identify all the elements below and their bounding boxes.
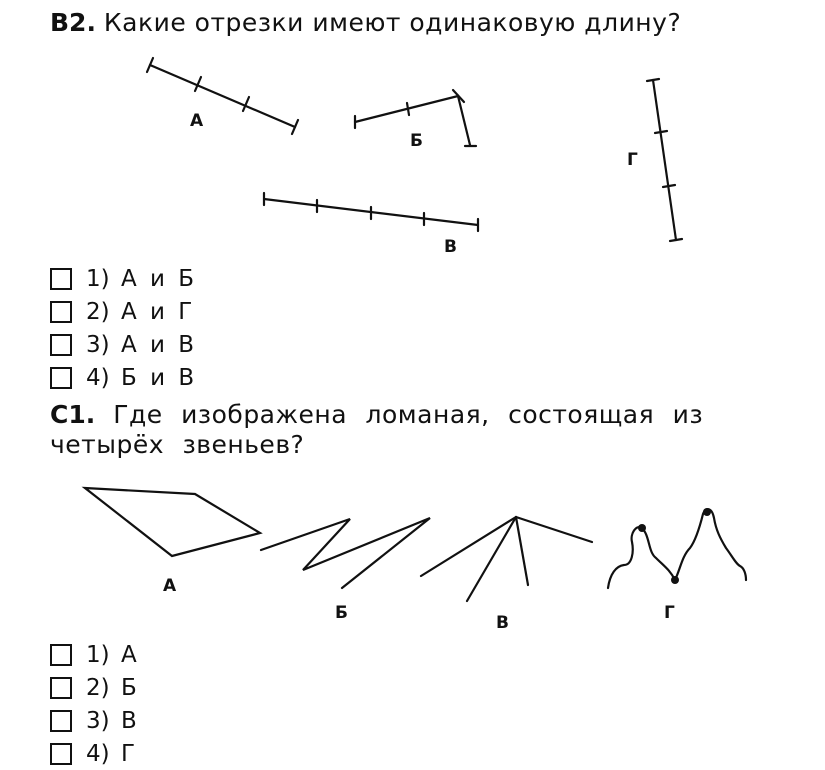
- option-number: 3): [86, 331, 110, 358]
- answer-checkbox[interactable]: [50, 677, 72, 699]
- polyline-v-label: В: [496, 613, 509, 633]
- option-number: 2): [86, 298, 110, 325]
- question-2-option: [50, 638, 137, 671]
- question-2-option: [50, 671, 137, 704]
- option-text: А и Г: [121, 298, 193, 325]
- option-text: А и В: [121, 331, 195, 358]
- question-2-option: [50, 737, 137, 770]
- option-text: Б: [121, 674, 137, 701]
- polyline-b-label: Б: [335, 603, 348, 623]
- segment-a-label: А: [190, 111, 204, 131]
- curve-g-point: [703, 508, 711, 516]
- question-2-option: [50, 704, 137, 737]
- option-text: Б и В: [121, 364, 195, 391]
- segment-g-label: Г: [627, 150, 638, 170]
- curve-g-point: [671, 576, 679, 584]
- polyline-v: [421, 517, 592, 601]
- option-text: В: [121, 707, 137, 734]
- polyline-a: [85, 488, 260, 556]
- question-2-number: С1.: [50, 400, 96, 429]
- polyline-b: [261, 518, 430, 588]
- answer-checkbox[interactable]: [50, 644, 72, 666]
- option-number: 2): [86, 674, 110, 701]
- option-text: А и Б: [121, 265, 195, 292]
- curve-g-point: [638, 524, 646, 532]
- segment-b-label: Б: [410, 131, 423, 151]
- curve-g: [608, 509, 746, 588]
- segment-v-label: В: [444, 237, 457, 257]
- option-number: 1): [86, 641, 110, 668]
- option-text: Г: [121, 740, 136, 767]
- question-1-text: Какие отрезки имеют одинаковую длину?: [103, 8, 682, 37]
- option-number: 1): [86, 265, 110, 292]
- option-number: 3): [86, 707, 110, 734]
- question-2-options: [50, 638, 137, 770]
- polyline-a-label: А: [163, 576, 177, 596]
- option-number: 4): [86, 740, 110, 767]
- option-text: А: [121, 641, 137, 668]
- answer-checkbox[interactable]: [50, 743, 72, 765]
- question-1-number: В2.: [50, 8, 96, 37]
- option-number: 4): [86, 364, 110, 391]
- answer-checkbox[interactable]: [50, 710, 72, 732]
- curve-g-label: Г: [664, 603, 675, 623]
- question-2-text: Где изображена ломаная, состоящая из четырёх звеньев?: [50, 400, 704, 459]
